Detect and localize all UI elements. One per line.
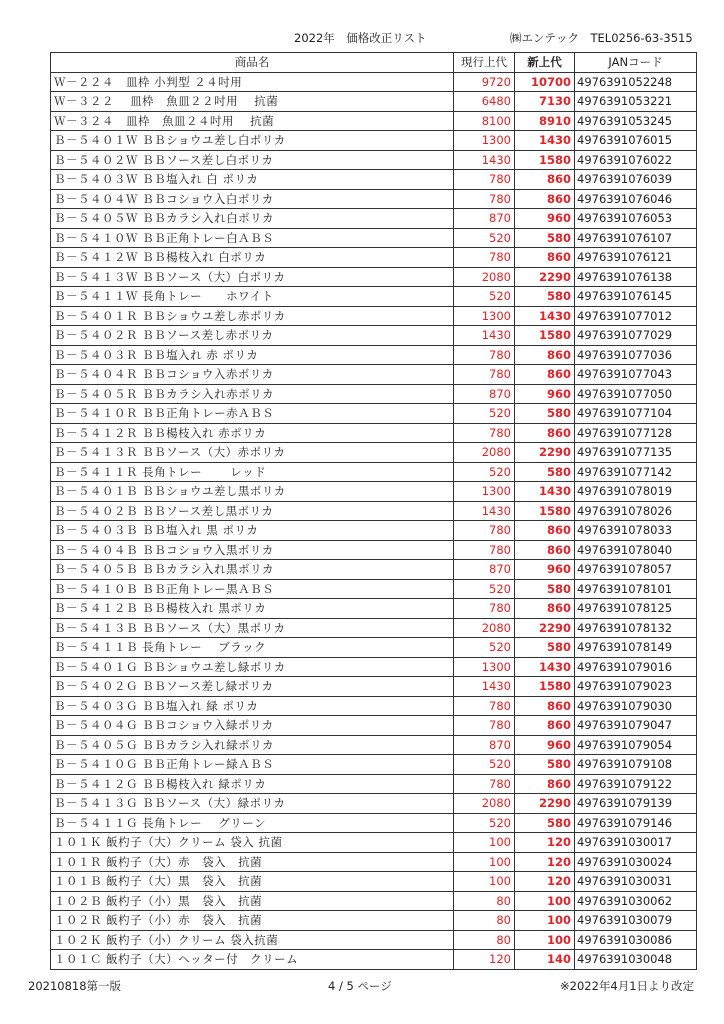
jan-code-cell: 4976391076121 <box>575 248 697 268</box>
jan-code-cell: 4976391077128 <box>575 423 697 443</box>
new-price-cell: 10700 <box>515 72 575 92</box>
current-price-cell: 780 <box>454 599 515 619</box>
new-price-cell: 580 <box>515 579 575 599</box>
product-name-cell: Ｂ－５４０４Ｒ ＢＢコショウ入赤ポリカ <box>51 365 454 385</box>
table-row <box>51 657 697 677</box>
current-price-cell: 780 <box>454 540 515 560</box>
current-price-cell: 1300 <box>454 482 515 502</box>
jan-code-cell: 4976391079108 <box>575 755 697 775</box>
current-price-cell: 520 <box>454 462 515 482</box>
jan-code-cell: 4976391076015 <box>575 131 697 151</box>
product-name-cell: Ｂ－５４１０Ｇ ＢＢ正角トレー緑ＡＢＳ <box>51 755 454 775</box>
table-row <box>51 891 697 911</box>
table-row <box>51 345 697 365</box>
new-price-cell: 860 <box>515 345 575 365</box>
product-name-cell: Ｂ－５４０３Ｒ ＢＢ塩入れ 赤 ポリカ <box>51 345 454 365</box>
current-price-cell: 9720 <box>454 72 515 92</box>
table-header-row <box>51 53 697 73</box>
jan-code-cell: 4976391030048 <box>575 950 697 970</box>
table-row <box>51 833 697 853</box>
current-price-cell: 780 <box>454 170 515 190</box>
current-price-cell: 6480 <box>454 92 515 112</box>
jan-code-cell: 4976391079146 <box>575 813 697 833</box>
new-price-cell: 120 <box>515 833 575 853</box>
column-header-new-price: 新上代 <box>515 53 575 73</box>
table-row <box>51 131 697 151</box>
jan-code-cell: 4976391076022 <box>575 150 697 170</box>
new-price-cell: 1430 <box>515 131 575 151</box>
product-name-cell: Ｂ－５４０５Ｗ ＢＢカラシ入れ白ポリカ <box>51 209 454 229</box>
new-price-cell: 960 <box>515 209 575 229</box>
new-price-cell: 580 <box>515 228 575 248</box>
product-name-cell: １０１Ｂ 飯杓子（大）黒 袋入 抗菌 <box>51 872 454 892</box>
jan-code-cell: 4976391053221 <box>575 92 697 112</box>
table-row <box>51 72 697 92</box>
current-price-cell: 1430 <box>454 501 515 521</box>
jan-code-cell: 4976391077012 <box>575 306 697 326</box>
current-price-cell: 780 <box>454 774 515 794</box>
jan-code-cell: 4976391077142 <box>575 462 697 482</box>
product-name-cell: １０１Ｃ 飯杓子（大）ヘッター付 クリーム <box>51 950 454 970</box>
product-name-cell: Ｂ－５４１０Ｗ ＢＢ正角トレー白ＡＢＳ <box>51 228 454 248</box>
new-price-cell: 7130 <box>515 92 575 112</box>
product-name-cell: Ｂ－５４１１Ｂ 長角トレー ブラック <box>51 638 454 658</box>
table-row <box>51 579 697 599</box>
current-price-cell: 2080 <box>454 618 515 638</box>
jan-code-cell: 4976391079122 <box>575 774 697 794</box>
current-price-cell: 120 <box>454 950 515 970</box>
current-price-cell: 520 <box>454 228 515 248</box>
table-row <box>51 540 697 560</box>
jan-code-cell: 4976391030031 <box>575 872 697 892</box>
table-row <box>51 326 697 346</box>
new-price-cell: 860 <box>515 423 575 443</box>
new-price-cell: 2290 <box>515 443 575 463</box>
table-row <box>51 638 697 658</box>
product-name-cell: Ｂ－５４１２Ｒ ＢＢ楊枝入れ 赤ポリカ <box>51 423 454 443</box>
product-name-cell: Ｂ－５４１３Ｗ ＢＢソース（大）白ポリカ <box>51 267 454 287</box>
company-contact: ㈱エンテック TEL0256-63-3515 <box>510 31 693 45</box>
product-name-cell: Ｂ－５４０２Ｂ ＢＢソース差し黒ポリカ <box>51 501 454 521</box>
table-row <box>51 794 697 814</box>
table-row <box>51 813 697 833</box>
current-price-cell: 520 <box>454 404 515 424</box>
product-name-cell: Ｂ－５４１３Ｒ ＢＢソース（大）赤ポリカ <box>51 443 454 463</box>
jan-code-cell: 4976391078125 <box>575 599 697 619</box>
table-row <box>51 774 697 794</box>
table-row <box>51 365 697 385</box>
new-price-cell: 860 <box>515 540 575 560</box>
product-name-cell: Ｂ－５４０３Ｗ ＢＢ塩入れ 白 ポリカ <box>51 170 454 190</box>
current-price-cell: 8100 <box>454 111 515 131</box>
current-price-cell: 100 <box>454 852 515 872</box>
table-row <box>51 735 697 755</box>
table-row <box>51 950 697 970</box>
table-row <box>51 930 697 950</box>
product-name-cell: Ｗ－２２４ 皿枠 小判型 ２４吋用 <box>51 72 454 92</box>
new-price-cell: 580 <box>515 404 575 424</box>
current-price-cell: 870 <box>454 560 515 580</box>
table-row <box>51 852 697 872</box>
jan-code-cell: 4976391078101 <box>575 579 697 599</box>
jan-code-cell: 4976391078149 <box>575 638 697 658</box>
jan-code-cell: 4976391079023 <box>575 677 697 697</box>
jan-code-cell: 4976391078026 <box>575 501 697 521</box>
jan-code-cell: 4976391076107 <box>575 228 697 248</box>
table-row <box>51 462 697 482</box>
new-price-cell: 1430 <box>515 482 575 502</box>
product-name-cell: Ｂ－５４０３Ｇ ＢＢ塩入れ 緑 ポリカ <box>51 696 454 716</box>
product-name-cell: Ｗ－３２４ 皿枠 魚皿２４吋用 抗菌 <box>51 111 454 131</box>
table-row <box>51 404 697 424</box>
table-row <box>51 170 697 190</box>
new-price-cell: 580 <box>515 755 575 775</box>
product-name-cell: Ｂ－５４０１Ｗ ＢＢショウユ差し白ポリカ <box>51 131 454 151</box>
new-price-cell: 580 <box>515 638 575 658</box>
new-price-cell: 1430 <box>515 657 575 677</box>
jan-code-cell: 4976391030079 <box>575 911 697 931</box>
jan-code-cell: 4976391077104 <box>575 404 697 424</box>
current-price-cell: 780 <box>454 423 515 443</box>
current-price-cell: 1300 <box>454 306 515 326</box>
column-header-product-name: 商品名 <box>51 53 454 73</box>
current-price-cell: 780 <box>454 248 515 268</box>
current-price-cell: 520 <box>454 813 515 833</box>
new-price-cell: 2290 <box>515 794 575 814</box>
table-row <box>51 911 697 931</box>
new-price-cell: 860 <box>515 599 575 619</box>
page-header <box>0 28 724 48</box>
new-price-cell: 120 <box>515 872 575 892</box>
new-price-cell: 1580 <box>515 501 575 521</box>
jan-code-cell: 4976391077050 <box>575 384 697 404</box>
jan-code-cell: 4976391076046 <box>575 189 697 209</box>
current-price-cell: 80 <box>454 891 515 911</box>
product-name-cell: Ｂ－５４１２Ｂ ＢＢ楊枝入れ 黒ポリカ <box>51 599 454 619</box>
new-price-cell: 100 <box>515 891 575 911</box>
current-price-cell: 1300 <box>454 131 515 151</box>
product-name-cell: Ｂ－５４０５Ｒ ＢＢカラシ入れ赤ポリカ <box>51 384 454 404</box>
current-price-cell: 780 <box>454 716 515 736</box>
jan-code-cell: 4976391079054 <box>575 735 697 755</box>
table-row <box>51 482 697 502</box>
jan-code-cell: 4976391079016 <box>575 657 697 677</box>
jan-code-cell: 4976391078040 <box>575 540 697 560</box>
revision-note: ※2022年4月1日より改定 <box>560 979 695 993</box>
table-row <box>51 560 697 580</box>
new-price-cell: 100 <box>515 930 575 950</box>
current-price-cell: 2080 <box>454 794 515 814</box>
table-row <box>51 677 697 697</box>
current-price-cell: 1430 <box>454 150 515 170</box>
jan-code-cell: 4976391077043 <box>575 365 697 385</box>
new-price-cell: 960 <box>515 384 575 404</box>
new-price-cell: 960 <box>515 735 575 755</box>
jan-code-cell: 4976391076053 <box>575 209 697 229</box>
new-price-cell: 860 <box>515 696 575 716</box>
table-row <box>51 599 697 619</box>
product-name-cell: Ｂ－５４０１Ｂ ＢＢショウユ差し黒ポリカ <box>51 482 454 502</box>
product-name-cell: Ｂ－５４１３Ｂ ＢＢソース（大）黒ポリカ <box>51 618 454 638</box>
new-price-cell: 860 <box>515 248 575 268</box>
current-price-cell: 80 <box>454 911 515 931</box>
product-name-cell: Ｂ－５４１１Ｇ 長角トレー グリーン <box>51 813 454 833</box>
product-name-cell: Ｂ－５４０１Ｒ ＢＢショウユ差し赤ポリカ <box>51 306 454 326</box>
product-name-cell: Ｂ－５４０４Ｂ ＢＢコショウ入黒ポリカ <box>51 540 454 560</box>
jan-code-cell: 4976391078057 <box>575 560 697 580</box>
table-row <box>51 189 697 209</box>
jan-code-cell: 4976391079139 <box>575 794 697 814</box>
new-price-cell: 1580 <box>515 150 575 170</box>
page-number: 4 / 5 ページ <box>328 979 392 993</box>
jan-code-cell: 4976391078019 <box>575 482 697 502</box>
jan-code-cell: 4976391078033 <box>575 521 697 541</box>
product-name-cell: Ｂ－５４０１Ｇ ＢＢショウユ差し緑ポリカ <box>51 657 454 677</box>
product-name-cell: Ｂ－５４０４Ｇ ＢＢコショウ入緑ポリカ <box>51 716 454 736</box>
new-price-cell: 140 <box>515 950 575 970</box>
new-price-cell: 860 <box>515 521 575 541</box>
edition-label: 20210818第一版 <box>28 979 122 993</box>
current-price-cell: 80 <box>454 930 515 950</box>
new-price-cell: 860 <box>515 716 575 736</box>
product-name-cell: Ｂ－５４０２Ｇ ＢＢソース差し緑ポリカ <box>51 677 454 697</box>
table-row <box>51 696 697 716</box>
product-name-cell: １０１Ｒ 飯杓子（大）赤 袋入 抗菌 <box>51 852 454 872</box>
new-price-cell: 580 <box>515 813 575 833</box>
current-price-cell: 100 <box>454 872 515 892</box>
new-price-cell: 860 <box>515 365 575 385</box>
new-price-cell: 1580 <box>515 326 575 346</box>
current-price-cell: 1300 <box>454 657 515 677</box>
current-price-cell: 2080 <box>454 267 515 287</box>
current-price-cell: 520 <box>454 755 515 775</box>
product-name-cell: １０２Ｒ 飯杓子（小）赤 袋入 抗菌 <box>51 911 454 931</box>
product-name-cell: Ｂ－５４０２Ｗ ＢＢソース差し白ポリカ <box>51 150 454 170</box>
table-row <box>51 501 697 521</box>
jan-code-cell: 4976391077135 <box>575 443 697 463</box>
product-name-cell: Ｂ－５４０４Ｗ ＢＢコショウ入白ポリカ <box>51 189 454 209</box>
jan-code-cell: 4976391079030 <box>575 696 697 716</box>
new-price-cell: 1580 <box>515 677 575 697</box>
current-price-cell: 520 <box>454 579 515 599</box>
new-price-cell: 2290 <box>515 267 575 287</box>
product-name-cell: Ｂ－５４１３Ｇ ＢＢソース（大）緑ポリカ <box>51 794 454 814</box>
jan-code-cell: 4976391079047 <box>575 716 697 736</box>
table-row <box>51 150 697 170</box>
product-name-cell: １０２Ｂ 飯杓子（小）黒 袋入 抗菌 <box>51 891 454 911</box>
jan-code-cell: 4976391030017 <box>575 833 697 853</box>
current-price-cell: 870 <box>454 735 515 755</box>
new-price-cell: 120 <box>515 852 575 872</box>
table-row <box>51 618 697 638</box>
jan-code-cell: 4976391053245 <box>575 111 697 131</box>
table-row <box>51 423 697 443</box>
document-title: 2022年 価格改正リスト <box>294 31 427 45</box>
product-name-cell: Ｗ－３２２ 皿枠 魚皿２２吋用 抗菌 <box>51 92 454 112</box>
jan-code-cell: 4976391078132 <box>575 618 697 638</box>
jan-code-cell: 4976391077029 <box>575 326 697 346</box>
new-price-cell: 8910 <box>515 111 575 131</box>
jan-code-cell: 4976391030024 <box>575 852 697 872</box>
product-name-cell: Ｂ－５４０５Ｇ ＢＢカラシ入れ緑ポリカ <box>51 735 454 755</box>
table-row <box>51 228 697 248</box>
current-price-cell: 100 <box>454 833 515 853</box>
table-row <box>51 443 697 463</box>
product-name-cell: Ｂ－５４１２Ｇ ＢＢ楊枝入れ 緑ポリカ <box>51 774 454 794</box>
new-price-cell: 580 <box>515 462 575 482</box>
current-price-cell: 780 <box>454 345 515 365</box>
current-price-cell: 870 <box>454 209 515 229</box>
product-name-cell: １０１Ｋ 飯杓子（大）クリーム 袋入 抗菌 <box>51 833 454 853</box>
jan-code-cell: 4976391052248 <box>575 72 697 92</box>
current-price-cell: 2080 <box>454 443 515 463</box>
current-price-cell: 1430 <box>454 677 515 697</box>
table-row <box>51 111 697 131</box>
product-name-cell: Ｂ－５４０５Ｂ ＢＢカラシ入れ黒ポリカ <box>51 560 454 580</box>
table-row <box>51 267 697 287</box>
table-row <box>51 755 697 775</box>
table-row <box>51 92 697 112</box>
column-header-jan-code: JANコード <box>575 53 697 73</box>
new-price-cell: 580 <box>515 287 575 307</box>
current-price-cell: 1430 <box>454 326 515 346</box>
column-header-current-price: 現行上代 <box>454 53 515 73</box>
new-price-cell: 960 <box>515 560 575 580</box>
product-name-cell: Ｂ－５４０３Ｂ ＢＢ塩入れ 黒 ポリカ <box>51 521 454 541</box>
table-row <box>51 306 697 326</box>
jan-code-cell: 4976391076138 <box>575 267 697 287</box>
product-name-cell: Ｂ－５４１１Ｗ 長角トレー ホワイト <box>51 287 454 307</box>
new-price-cell: 860 <box>515 170 575 190</box>
jan-code-cell: 4976391076039 <box>575 170 697 190</box>
current-price-cell: 520 <box>454 638 515 658</box>
table-row <box>51 872 697 892</box>
current-price-cell: 780 <box>454 696 515 716</box>
product-name-cell: Ｂ－５４１２Ｗ ＢＢ楊枝入れ 白ポリカ <box>51 248 454 268</box>
table-body <box>51 72 697 969</box>
new-price-cell: 860 <box>515 774 575 794</box>
current-price-cell: 520 <box>454 287 515 307</box>
jan-code-cell: 4976391076145 <box>575 287 697 307</box>
table-row <box>51 521 697 541</box>
new-price-cell: 1430 <box>515 306 575 326</box>
product-name-cell: Ｂ－５４１０Ｂ ＢＢ正角トレー黒ＡＢＳ <box>51 579 454 599</box>
table-row <box>51 209 697 229</box>
product-name-cell: Ｂ－５４１０Ｒ ＢＢ正角トレー赤ＡＢＳ <box>51 404 454 424</box>
product-name-cell: Ｂ－５４０２Ｒ ＢＢソース差し赤ポリカ <box>51 326 454 346</box>
table-row <box>51 287 697 307</box>
new-price-cell: 100 <box>515 911 575 931</box>
price-table <box>50 52 697 970</box>
jan-code-cell: 4976391077036 <box>575 345 697 365</box>
table-row <box>51 384 697 404</box>
jan-code-cell: 4976391030086 <box>575 930 697 950</box>
new-price-cell: 2290 <box>515 618 575 638</box>
current-price-cell: 870 <box>454 384 515 404</box>
table-row <box>51 248 697 268</box>
new-price-cell: 860 <box>515 189 575 209</box>
current-price-cell: 780 <box>454 189 515 209</box>
table-row <box>51 716 697 736</box>
current-price-cell: 780 <box>454 521 515 541</box>
product-name-cell: １０２Ｋ 飯杓子（小）クリーム 袋入抗菌 <box>51 930 454 950</box>
current-price-cell: 780 <box>454 365 515 385</box>
product-name-cell: Ｂ－５４１１Ｒ 長角トレー レッド <box>51 462 454 482</box>
jan-code-cell: 4976391030062 <box>575 891 697 911</box>
